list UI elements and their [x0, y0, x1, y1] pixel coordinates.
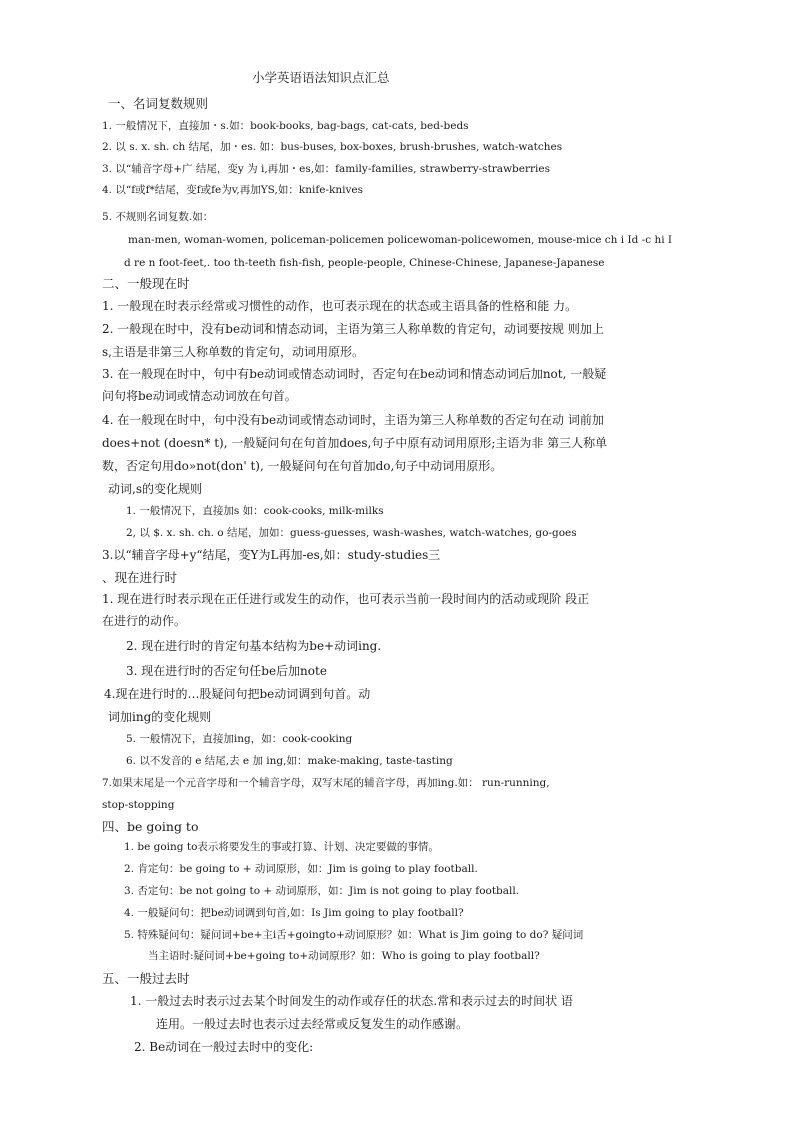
text-line: 1. 一般过去时表示过去某个时间发生的动作或存任的状态.常和表示过去的时间状 语: [130, 994, 573, 1008]
text-line: 2, 以 $. x. sh. ch. o 结尾，加如：guess-guesses, wash-washes, watch-watches, go-goes: [126, 527, 577, 539]
section-heading: 二、一般现在时: [102, 276, 190, 291]
text-line: 在进行的动作。: [102, 614, 187, 628]
text-line: 4.现在进行时的…股疑问句把be动词调到句首。动: [104, 687, 371, 701]
text-line: 数，否定句用do»not(don' t), 一般疑问句在句首加do,句子中动词用原形。: [102, 459, 503, 473]
text-line: d re n foot-feet,. too th-teeth fish-fish, people-people, Chinese-Chinese, Japanese-Japanese: [124, 257, 605, 269]
text-line: 1. 现在进行时表示现在正任进行或发生的动作，也可表示当前一段时间内的活动或现阶 段正: [102, 592, 590, 606]
text-line: does+not (doesn* t), 一般疑问句在句首加does,句子中原有动词用原形;主语为非 第三人称单: [102, 436, 608, 450]
text-line: 4. 以“f或f*结尾，变f或fe为v,再加YS,如：knife-knives: [102, 184, 363, 196]
text-line: 4. 在一般现在时中，句中没有be动词或情态动词时，主语为第三人称单数的否定句在动 词前加: [102, 413, 604, 427]
text-line: 5. 一般情况下，直接加ing，如：cook-cooking: [126, 733, 353, 745]
document-title: 小学英语语法知识点汇总: [252, 70, 390, 85]
text-line: 5. 不规则名词复数.如：: [102, 211, 214, 223]
text-line: 3.以“辅音字母+y“结尾，变Y为L再加-es,如：study-studies三: [102, 548, 441, 562]
section-heading: 四、be going to: [102, 819, 199, 834]
section-heading: 一、名词复数规则: [108, 96, 209, 111]
text-line: 5. 特殊疑问句：疑问词+be+主i舌+goingto+动词原形？如：What is Jim going to do? 疑问词: [124, 929, 584, 941]
text-line: 4. 一般疑问句：把be动词调到句首,如：Is Jim going to play football?: [124, 907, 464, 919]
text-line: 2. 以 s. x. sh. ch 结尾，加・es. 如：bus-buses, box-boxes, brush-brushes, watch-watches: [102, 141, 563, 153]
text-line: 3. 在一般现在时中，句中有be动词或情态动词时，否定句在be动词和情态动词后加not, 一般疑: [102, 367, 607, 381]
text-line: 问句将be动词或情态动词放在句首。: [102, 389, 297, 403]
text-line: 6. 以不发音的 e 结尾,去 e 加 ing,如：make-making, taste-tasting: [126, 755, 453, 767]
text-line: 当主语时:疑问词+be+going to+动词原形？如：Who is going to play football?: [148, 950, 540, 962]
text-line: 2. 肯定句：be going to + 动词原形，如：Jim is going to play football.: [124, 863, 478, 875]
text-line: 2. Be动词在一般过去时中的变化:: [134, 1040, 314, 1054]
subsection-heading: 动词,s的变化规则: [108, 482, 202, 496]
text-line: 7.如果末尾是一个元音字母和一个辅音字母，双写末尾的辅音字母，再加ing.如： run-running,: [102, 777, 550, 789]
section-heading: 、现在进行时: [102, 570, 178, 585]
text-line: 2. 一般现在时中，没有be动词和情态动词，主语为第三人称单数的肯定句，动词要按规 则加上: [102, 322, 604, 336]
text-line: man-men, woman-women, policeman-policemen policewoman-policewomen, mouse-mice ch i Id -c hi I: [128, 234, 673, 246]
text-line: 1. 一般现在时表示经常或习惯性的动作，也可表示现在的状态或主语具备的性格和能 力。: [102, 299, 578, 313]
text-line: stop-stopping: [102, 799, 175, 811]
text-line: 3. 否定句：be not going to + 动词原形，如：Jim is not going to play football.: [124, 885, 520, 897]
text-line: 1. 一般情况下，直接加・s.如：book-books, bag-bags, cat-cats, bed-beds: [102, 120, 469, 132]
section-heading: 五、一般过去时: [102, 971, 190, 986]
text-line: 2. 现在进行时的肯定句基本结构为be+动词ing.: [126, 639, 382, 653]
text-line: 1. 一般情况下，直接加s 如：cook-cooks, milk-milks: [126, 505, 384, 517]
text-line: 连用。一般过去时也表示过去经常或反复发生的动作感谢。: [156, 1017, 469, 1031]
subsection-heading: 词加ing的变化规则: [108, 710, 212, 724]
text-line: 3. 以“辅音字母+广 结尾，变y 为 i,再加・es,如：family-families, strawberry-strawberries: [102, 163, 550, 175]
text-line: s,主语是非第三人称单数的肯定句，动词用原形。: [102, 345, 364, 359]
text-line: 1. be going to表示将要发生的事或打算、计划、决定要做的事情。: [124, 841, 439, 853]
text-line: 3. 现在进行时的否定句任be后加note: [126, 664, 327, 678]
